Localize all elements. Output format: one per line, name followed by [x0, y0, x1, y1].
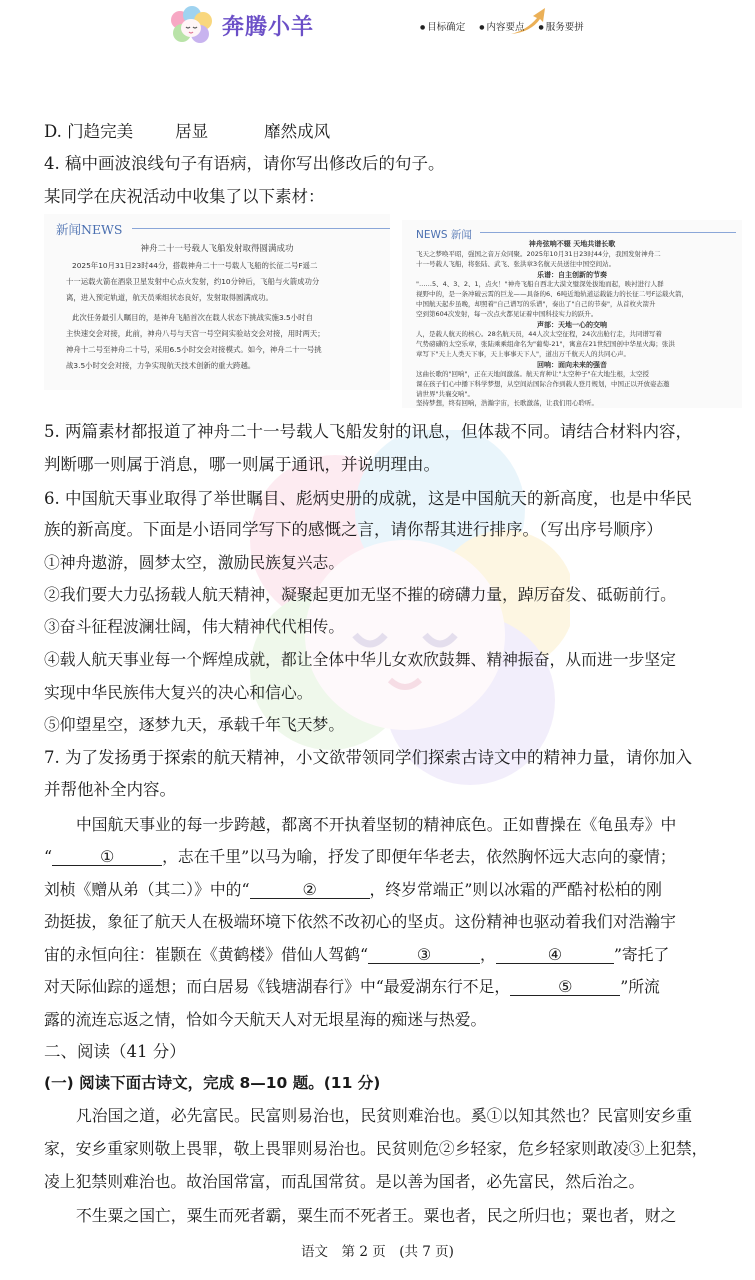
classical-line: 凡治国之道，必先富民。民富则易治也，民贫则难治也。奚①以知其然也？民富则安乡重 [76, 1106, 693, 1125]
passage-line [44, 849, 676, 866]
news2-line: 空到第604次发射，每一次点火都见证着中国科技实力的跃升。 [416, 310, 598, 318]
option-d [44, 124, 330, 141]
news-material-2 [402, 220, 742, 408]
brand-name: 奔腾小羊 [222, 15, 315, 40]
materials-intro: 某同学在庆祝活动中收集了以下素材： [44, 187, 325, 206]
news2-line: 这曲长歌的"回响"，正在天地间激荡。航天育种让"太空种子"在大地生根，太空授 [416, 370, 649, 378]
news2-line: "……5、4、3、2、1，点火！"神舟飞船自西北大漠文璧深处拔地而起，映衬进行人群 [416, 280, 664, 288]
page-header [0, 0, 755, 60]
news1-line: 主快速交会对接，此前，神舟八号与天宫一号空间实验站交会对接，用时两天； [66, 329, 325, 338]
sentence-item: ①神舟遨游，圆梦太空，激励民族复兴志。 [44, 553, 345, 572]
blank-5[interactable]: ⑤ [510, 979, 620, 996]
blank-3[interactable]: ③ [368, 947, 480, 964]
passage-line: 中国航天事业的每一步跨越，都离不开执着坚韧的精神底色。正如曹操在《龟虽寿》中 [76, 815, 677, 834]
news1-line: 此次任务最引人瞩目的，是神舟飞船首次在载人状态下挑战实施3.5小时自 [72, 313, 313, 322]
divider [132, 228, 390, 229]
classical-line: 家，安乡重家则敬上畏罪，敬上畏罪则易治也。民贫则危②乡轻家，危乡轻家则敢凌③上犯禁， [44, 1139, 708, 1158]
news1-title: 神舟二十一号载人飞船发射取得圆满成功 [140, 244, 294, 254]
nav-item: ● 内容要点 [479, 19, 524, 33]
passage-text: ”所流 [620, 977, 660, 996]
page-footer: 语文 第 2 页 (共 7 页) [301, 1244, 454, 1260]
news2-line: 中国航天起步虽晚，却照着"自己谱写的乐谱"，奏出了"自己的节奏"，从首枚火箭升 [416, 300, 656, 308]
news2-line: 气势磅礴的太空乐章，张陆乘乘组命名为"葡萄-21"，寓意在21世纪国创中华星火海；张洪 [416, 340, 675, 348]
news2-line: 飞天之梦唤平昭，强国之音万众同聚。2025年10月31日23时44分，我国发射神舟二 [416, 250, 661, 258]
news2-subhead: 声部：天地一心的交响 [537, 321, 607, 329]
passage-text: 对天际仙踪的遥想；而白居易《钱塘湖春行》中“最爱湖东行不足， [44, 977, 511, 996]
news2-subhead: 回响：面向未来的强音 [537, 361, 607, 369]
option-d-word: 居显 [175, 122, 209, 141]
question-7-line: 并帮他补全内容。 [44, 780, 176, 799]
news2-line: 坚持梦想，终有回响，浩瀚宇宙，长歌激荡，让我们用心聆听。 [416, 399, 598, 407]
question-4: 4. 稿中画波浪线句子有语病，请你写出修改后的句子。 [44, 154, 445, 173]
news1-line: 神舟十二号至神舟二十号，采用6.5小时交会对接模式。如今，神舟二十一号挑 [66, 345, 322, 354]
news2-line: 请世界"共襄交响"。 [416, 390, 474, 398]
news2-line: 章写下"天上人类天下事，天上事事天下人"，道出万千航天人的共同心声。 [416, 350, 630, 358]
passage-text: ， [480, 945, 496, 964]
news1-line: 离，进入预定轨道，航天员乘组状态良好，发射取得圆满成功。 [66, 293, 273, 302]
passage-text: 宙的永恒向往：崔颢在《黄鹤楼》借仙人驾鹤“ [44, 945, 369, 964]
passage-line: 露的流连忘返之情，恰如今天航天人对无垠星海的痴迷与热爱。 [44, 1010, 487, 1029]
sentence-item: ②我们要大力弘扬载人航天精神，凝聚起更加无坚不摧的磅礴力量，踔厉奋发、砥砺前行。 [44, 585, 676, 604]
passage-line [44, 882, 662, 899]
news2-line: 人，是载人航天的核心。28名航天员，44人次太空征程，24次出舱行走，共同谱写着 [416, 330, 662, 338]
section-heading: 二、阅读（41 分） [44, 1042, 186, 1061]
part-heading: (一) 阅读下面古诗文，完成 8—10 题。(11 分) [44, 1074, 381, 1092]
divider [480, 232, 736, 233]
question-6-line: 族的新高度。下面是小语同学写下的感慨之言，请你帮其进行排序。（写出序号顺序） [44, 520, 663, 539]
option-d-word: 靡然成风 [264, 122, 331, 141]
question-7-line: 7. 为了发扬勇于探索的航天精神，小文欲带领同学们探索古诗文中的精神力量，请你加入 [44, 748, 692, 767]
header-nav [420, 19, 584, 33]
sheep-logo-icon [168, 6, 214, 48]
sentence-item: ⑤仰望星空，逐梦九天，承载千年飞天梦。 [44, 715, 345, 734]
question-5-line: 判断哪一则属于消息，哪一则属于通讯，并说明理由。 [44, 455, 440, 474]
news2-line: 十一号载人飞船，将张陆、武飞、张洪章3名航天员送往中国空间站。 [416, 260, 616, 268]
news1-line: 十一运载火箭在酒泉卫星发射中心点火发射，约10分钟后，飞船与火箭成功分 [66, 277, 320, 286]
question-6-line: 6. 中国航天事业取得了举世瞩目、彪炳史册的成就，这是中国航天的新高度，也是中华民 [44, 489, 692, 508]
sentence-item: ③奋斗征程波澜壮阔，伟大精神代代相传。 [44, 617, 345, 636]
passage-text: ，终岁常端正”则以冰霜的严酷衬松柏的刚 [369, 880, 662, 899]
news1-line: 战3.5小时交会对接，力争实现航天技术创新的重大跨越。 [66, 361, 256, 370]
news2-line: 视野中的，是一条冲破云霄的巨龙——具备的6、6吨近地轨道运载能力的长征二号F运载火箭， [416, 290, 689, 298]
passage-text: ，志在千里”以马为喻，抒发了即便年华老去，依然胸怀远大志向的豪情； [162, 847, 676, 866]
news1-line: 2025年10月31日23时44分，搭载神舟二十一号载人飞船的长征二号F遥二 [72, 261, 318, 270]
passage-line [44, 947, 669, 964]
classical-line: 凌上犯禁则难治也。故治国常富，而乱国常贫。是以善为国者，必先富民，然后治之。 [44, 1172, 645, 1191]
blank-1[interactable]: ① [52, 849, 162, 866]
blank-4[interactable]: ④ [496, 947, 614, 964]
quote-mark: “ [44, 847, 53, 866]
news2-subhead: 乐谱：自主创新的节奏 [537, 271, 607, 279]
passage-line: 劲挺拔，象征了航天人在极端环境下依然不改初心的坚贞。这份精神也驱动着我们对浩瀚宇 [44, 912, 676, 931]
question-5-line: 5. 两篇素材都报道了神舟二十一号载人飞船发射的讯息，但体裁不同。请结合材料内容， [44, 422, 692, 441]
passage-line [44, 979, 660, 996]
passage-text: 刘桢《赠从弟（其二）》中的“ [44, 880, 250, 899]
nav-item: ● 服务要拼 [539, 19, 584, 33]
news-material-1 [44, 214, 390, 390]
news2-header: NEWS 新闻 [416, 229, 472, 241]
nav-item: ● 目标确定 [420, 19, 465, 33]
news2-title: 神舟弦响不辍 天地共谱长歌 [528, 240, 616, 248]
passage-text: ”寄托了 [613, 945, 670, 964]
news2-line: 课在孩子们心中播下科学梦想，从空间站国际合作到载人登月规划，中国正以开放姿态邀 [416, 380, 670, 388]
option-d-label: D. 门趋完美 [44, 122, 134, 141]
news1-header: 新闻NEWS [56, 222, 123, 237]
blank-2[interactable]: ② [250, 882, 370, 899]
classical-line: 不生粟之国亡，粟生而死者霸，粟生而不死者王。粟也者，民之所归也；粟也者，财之 [76, 1206, 677, 1225]
sentence-item: ④载人航天事业每一个辉煌成就，都让全体中华儿女欢欣鼓舞、精神振奋，从而进一步坚定 [44, 650, 676, 669]
sentence-item: 实现中华民族伟大复兴的决心和信心。 [44, 683, 313, 702]
